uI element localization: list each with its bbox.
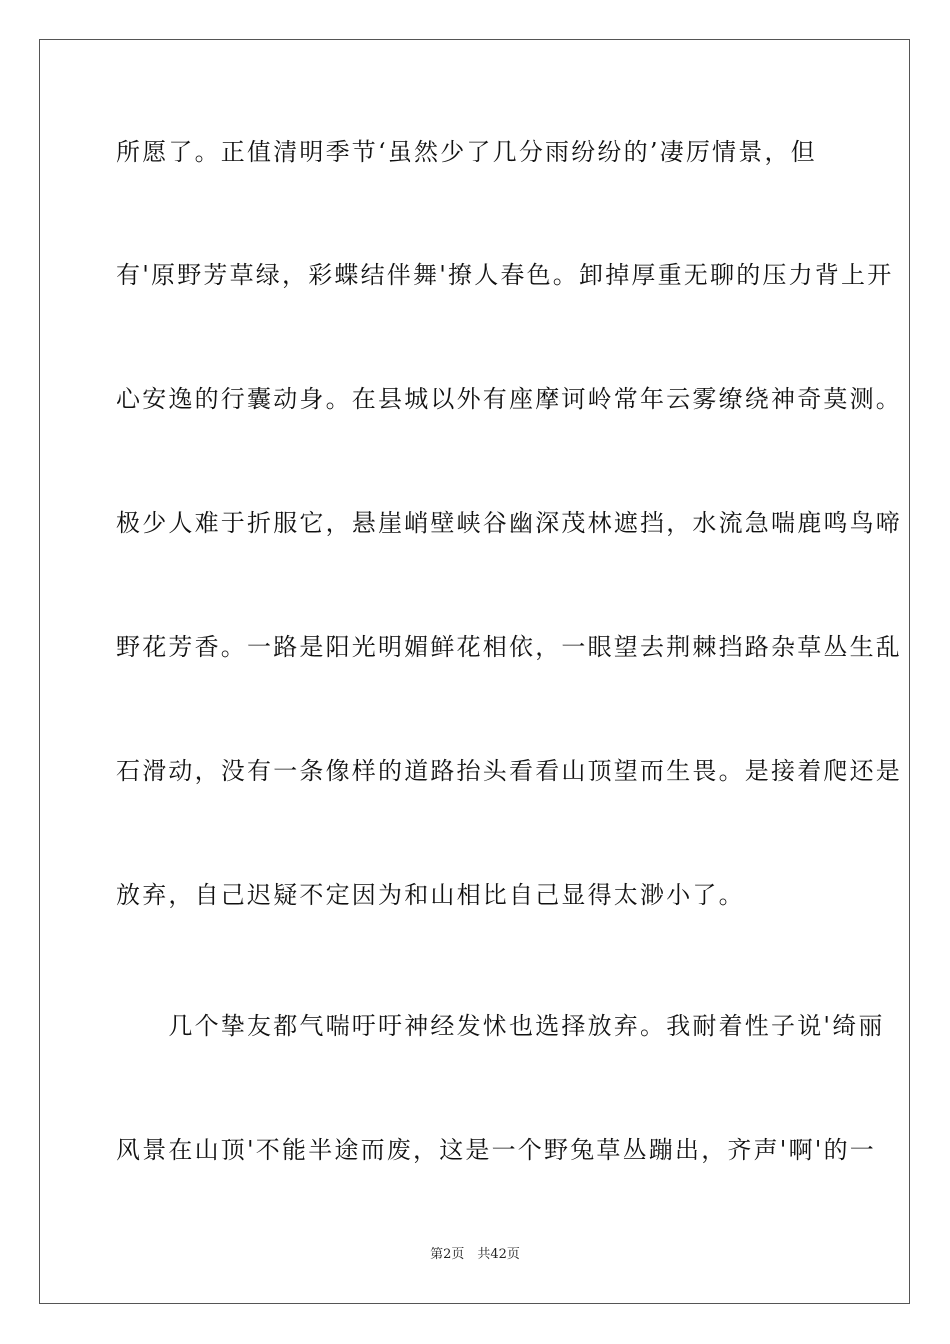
body-text-line: 放弃，自己迟疑不定因为和山相比自己显得太渺小了。 [116, 881, 745, 909]
body-text-line: 有'原野芳草绿，彩蝶结伴舞'撩人春色。卸掉厚重无聊的压力背上开 [116, 261, 894, 289]
page-border [39, 39, 910, 1304]
body-text-line: 心安逸的行囊动身。在县城以外有座摩诃岭常年云雾缭绕神奇莫测。 [116, 385, 902, 413]
body-text-line: 极少人难于折服它，悬崖峭壁峡谷幽深茂林遮挡，水流急喘鹿鸣鸟啼 [116, 509, 902, 537]
body-text-line: 野花芳香。一路是阳光明媚鲜花相依，一眼望去荆棘挡路杂草丛生乱 [116, 633, 902, 661]
body-text-line: 风景在山顶'不能半途而废，这是一个野兔草丛蹦出，齐声'啊'的一 [116, 1136, 876, 1164]
body-text-line: 所愿了。正值清明季节‘虽然少了几分雨纷纷的’凄厉情景，但 [116, 138, 817, 166]
paragraph-start-line: 几个挚友都气喘吁吁神经发怵也选择放弃。我耐着性子说'绮丽 [116, 1012, 885, 1040]
body-text-line: 石滑动，没有一条像样的道路抬头看看山顶望而生畏。是接着爬还是 [116, 757, 902, 785]
page-number-footer: 第2页 共42页 [430, 1247, 520, 1262]
